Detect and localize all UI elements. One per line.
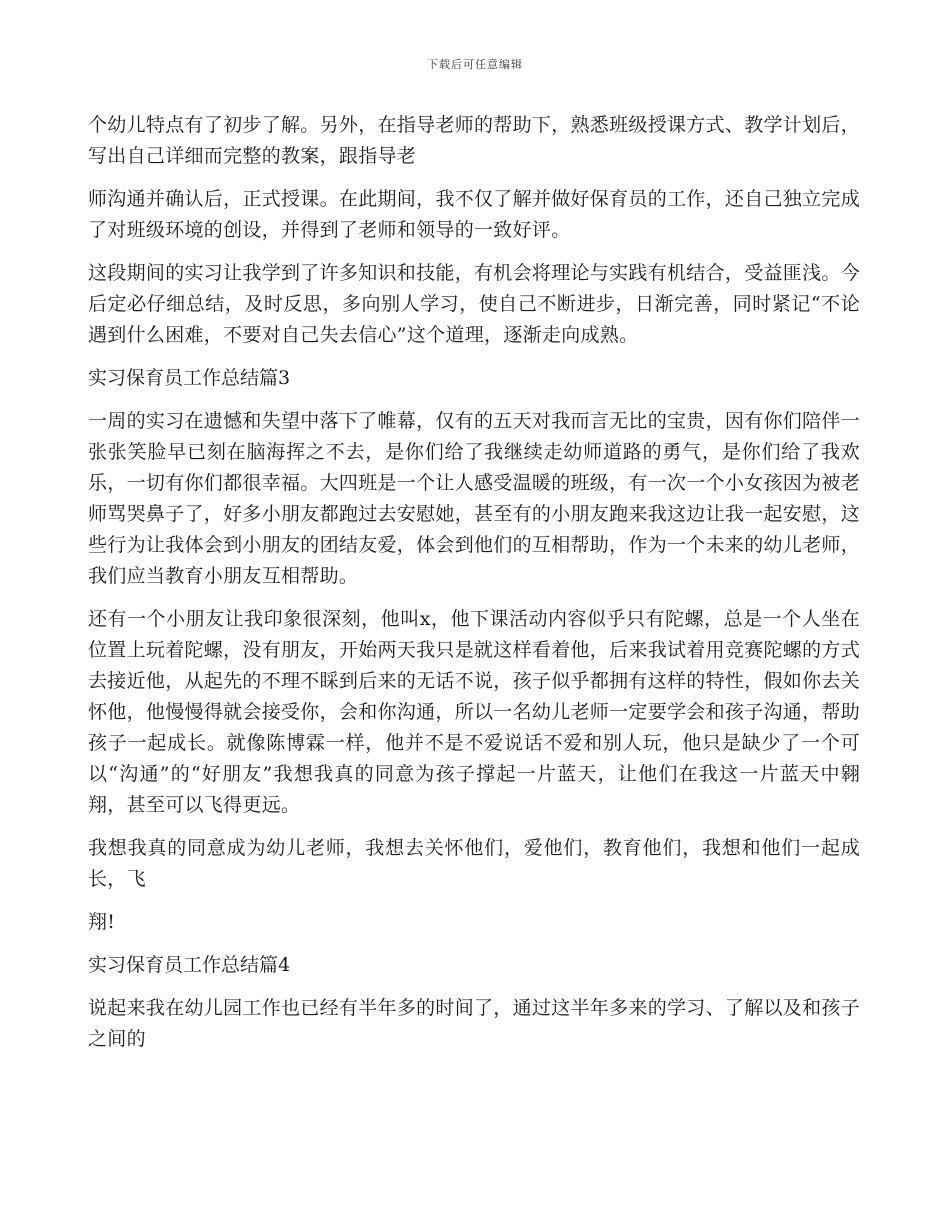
paragraph: 个幼儿特点有了初步了解。另外，在指导老师的帮助下，熟悉班级授课方式、教学计划后，写出自己详细而完整的教案，跟指导老 bbox=[88, 114, 861, 167]
paragraph: 说起来我在幼儿园工作也已经有半年多的时间了，通过这半年多来的学习、了解以及和孩子之间的 bbox=[88, 997, 861, 1050]
paragraph: 这段期间的实习让我学到了许多知识和技能，有机会将理论与实践有机结合，受益匪浅。今后定必仔细总结，及时反思，多向别人学习，使自己不断进步，日渐完善，同时紧记“不论遇到什么困难，不要对自己失去信心”这个道理，逐渐走向成熟。 bbox=[88, 262, 861, 346]
paragraph: 一周的实习在遗憾和失望中落下了帷幕，仅有的五天对我而言无比的宝贵，因有你们陪伴一张张笑脸早已刻在脑海挥之不去，是你们给了我继续走幼师道路的勇气，是你们给了我欢乐，一切有你们都很幸福。大四班是一个让人感受温暖的班级，有一次一个小女孩因为被老师骂哭鼻子了，好多小朋友都跑过去安慰她，甚至有的小朋友跑来我这边让我一起安慰，这些行为让我体会到小朋友的团结友爱，体会到他们的互相帮助，作为一个未来的幼儿老师，我们应当教育小朋友互相帮助。 bbox=[88, 410, 861, 587]
paragraph: 我想我真的同意成为幼儿老师，我想去关怀他们，爱他们，教育他们，我想和他们一起成长，飞 bbox=[88, 837, 860, 890]
paragraph: 还有一个小朋友让我印象很深刻，他叫x，他下课活动内容似乎只有陀螺，总是一个人坐在位置上玩着陀螺，没有朋友，开始两天我只是就这样看着他，后来我试着用竞赛陀螺的方式去接近他，从起先的不理不睬到后来的无话不说，孩子似乎都拥有这样的特性，假如你去关怀他，他慢慢得就会接受你，会和你沟通，所以一名幼儿老师一定要学会和孩子沟通，帮助孩子一起成长。就像陈博霖一样，他并不是不爱说话不爱和别人玩，他只是缺少了一个可以“沟通”的“好朋友”我想我真的同意为孩子撑起一片蓝天，让他们在我这一片蓝天中翱翔，甚至可以飞得更远。 bbox=[88, 608, 861, 816]
page-header: 下载后可任意编辑 bbox=[427, 58, 523, 71]
section-heading: 实习保育员工作总结篇4 bbox=[88, 954, 291, 976]
paragraph: 翔! bbox=[88, 911, 116, 933]
section-heading: 实习保育员工作总结篇3 bbox=[88, 367, 291, 389]
paragraph: 师沟通并确认后，正式授课。在此期间，我不仅了解并做好保育员的工作，还自己独立完成了对班级环境的创设，并得到了老师和领导的一致好评。 bbox=[88, 188, 861, 241]
document-body bbox=[88, 110, 860, 1067]
